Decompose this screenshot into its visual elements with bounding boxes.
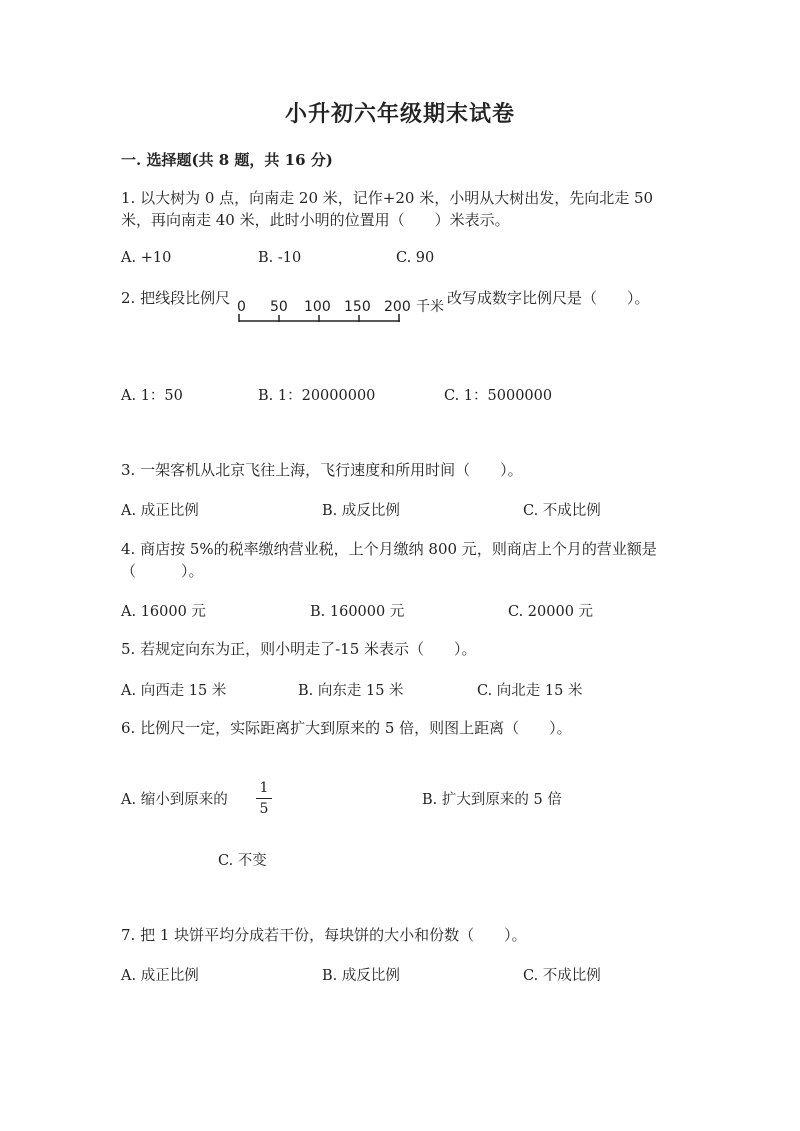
fraction-numerator: 1 — [259, 780, 269, 796]
question-5-option-b[interactable]: B. 向东走 15 米 — [298, 683, 404, 699]
question-3-option-a[interactable]: A. 成正比例 — [121, 503, 199, 519]
scale-label-50: 50 — [270, 299, 288, 315]
question-7-text: 7. 把 1 块饼平均分成若干份，每块饼的大小和份数（ ）。 — [121, 926, 527, 944]
line-scale-diagram — [236, 294, 448, 328]
question-2-option-c[interactable]: C. 1：5000000 — [444, 388, 553, 404]
question-2-prefix: 2. 把线段比例尺 — [121, 289, 231, 307]
question-4-option-c[interactable]: C. 20000 元 — [508, 604, 594, 620]
section-heading: 一. 选择题(共 8 题，共 16 分) — [121, 151, 333, 169]
fraction-denominator: 5 — [259, 801, 269, 817]
question-4-line-1: 4. 商店按 5%的税率缴纳营业税，上个月缴纳 800 元，则商店上个月的营业额是 — [121, 540, 657, 558]
fraction-one-fifth — [256, 780, 272, 817]
question-1-option-c[interactable]: C. 90 — [396, 250, 435, 266]
question-3-option-b[interactable]: B. 成反比例 — [322, 503, 400, 519]
fraction-bar — [256, 798, 272, 799]
question-1-line-2: 米，再向南走 40 米，此时小明的位置用（ ）米表示。 — [121, 211, 510, 229]
question-6-option-a[interactable]: A. 缩小到原来的 — [121, 792, 228, 808]
question-2-option-b[interactable]: B. 1：20000000 — [258, 388, 376, 404]
question-1-option-b[interactable]: B. -10 — [258, 250, 302, 266]
question-1-line-1: 1. 以大树为 0 点，向南走 20 米，记作+20 米，小明从大树出发，先向北走 50 — [121, 189, 654, 207]
question-2-suffix: 改写成数字比例尺是（ ）。 — [447, 289, 650, 307]
question-4-option-b[interactable]: B. 160000 元 — [310, 604, 405, 620]
question-7-option-b[interactable]: B. 成反比例 — [322, 968, 400, 984]
question-5-option-c[interactable]: C. 向北走 15 米 — [477, 683, 583, 699]
scale-unit: 千米 — [416, 299, 444, 315]
question-4-line-2: （ ）。 — [121, 562, 204, 580]
scale-label-200: 200 — [384, 299, 411, 315]
question-6-option-c[interactable]: C. 不变 — [218, 853, 267, 869]
question-2-option-a[interactable]: A. 1：50 — [121, 388, 183, 404]
scale-label-0: 0 — [237, 299, 246, 315]
question-5-option-a[interactable]: A. 向西走 15 米 — [121, 683, 227, 699]
scale-label-150: 150 — [344, 299, 371, 315]
question-4-option-a[interactable]: A. 16000 元 — [121, 604, 206, 620]
scale-label-100: 100 — [304, 299, 331, 315]
question-6-text: 6. 比例尺一定，实际距离扩大到原来的 5 倍，则图上距离（ ）。 — [121, 719, 572, 737]
question-7-option-a[interactable]: A. 成正比例 — [121, 968, 199, 984]
question-1-option-a[interactable]: A. +10 — [121, 250, 172, 266]
question-3-option-c[interactable]: C. 不成比例 — [523, 503, 601, 519]
question-7-option-c[interactable]: C. 不成比例 — [523, 968, 601, 984]
question-3-text: 3. 一架客机从北京飞往上海，飞行速度和所用时间（ ）。 — [121, 461, 523, 479]
page-title: 小升初六年级期末试卷 — [284, 101, 515, 127]
question-6-option-b[interactable]: B. 扩大到原来的 5 倍 — [422, 792, 562, 808]
question-5-text: 5. 若规定向东为正，则小明走了-15 米表示（ ）。 — [121, 640, 477, 658]
